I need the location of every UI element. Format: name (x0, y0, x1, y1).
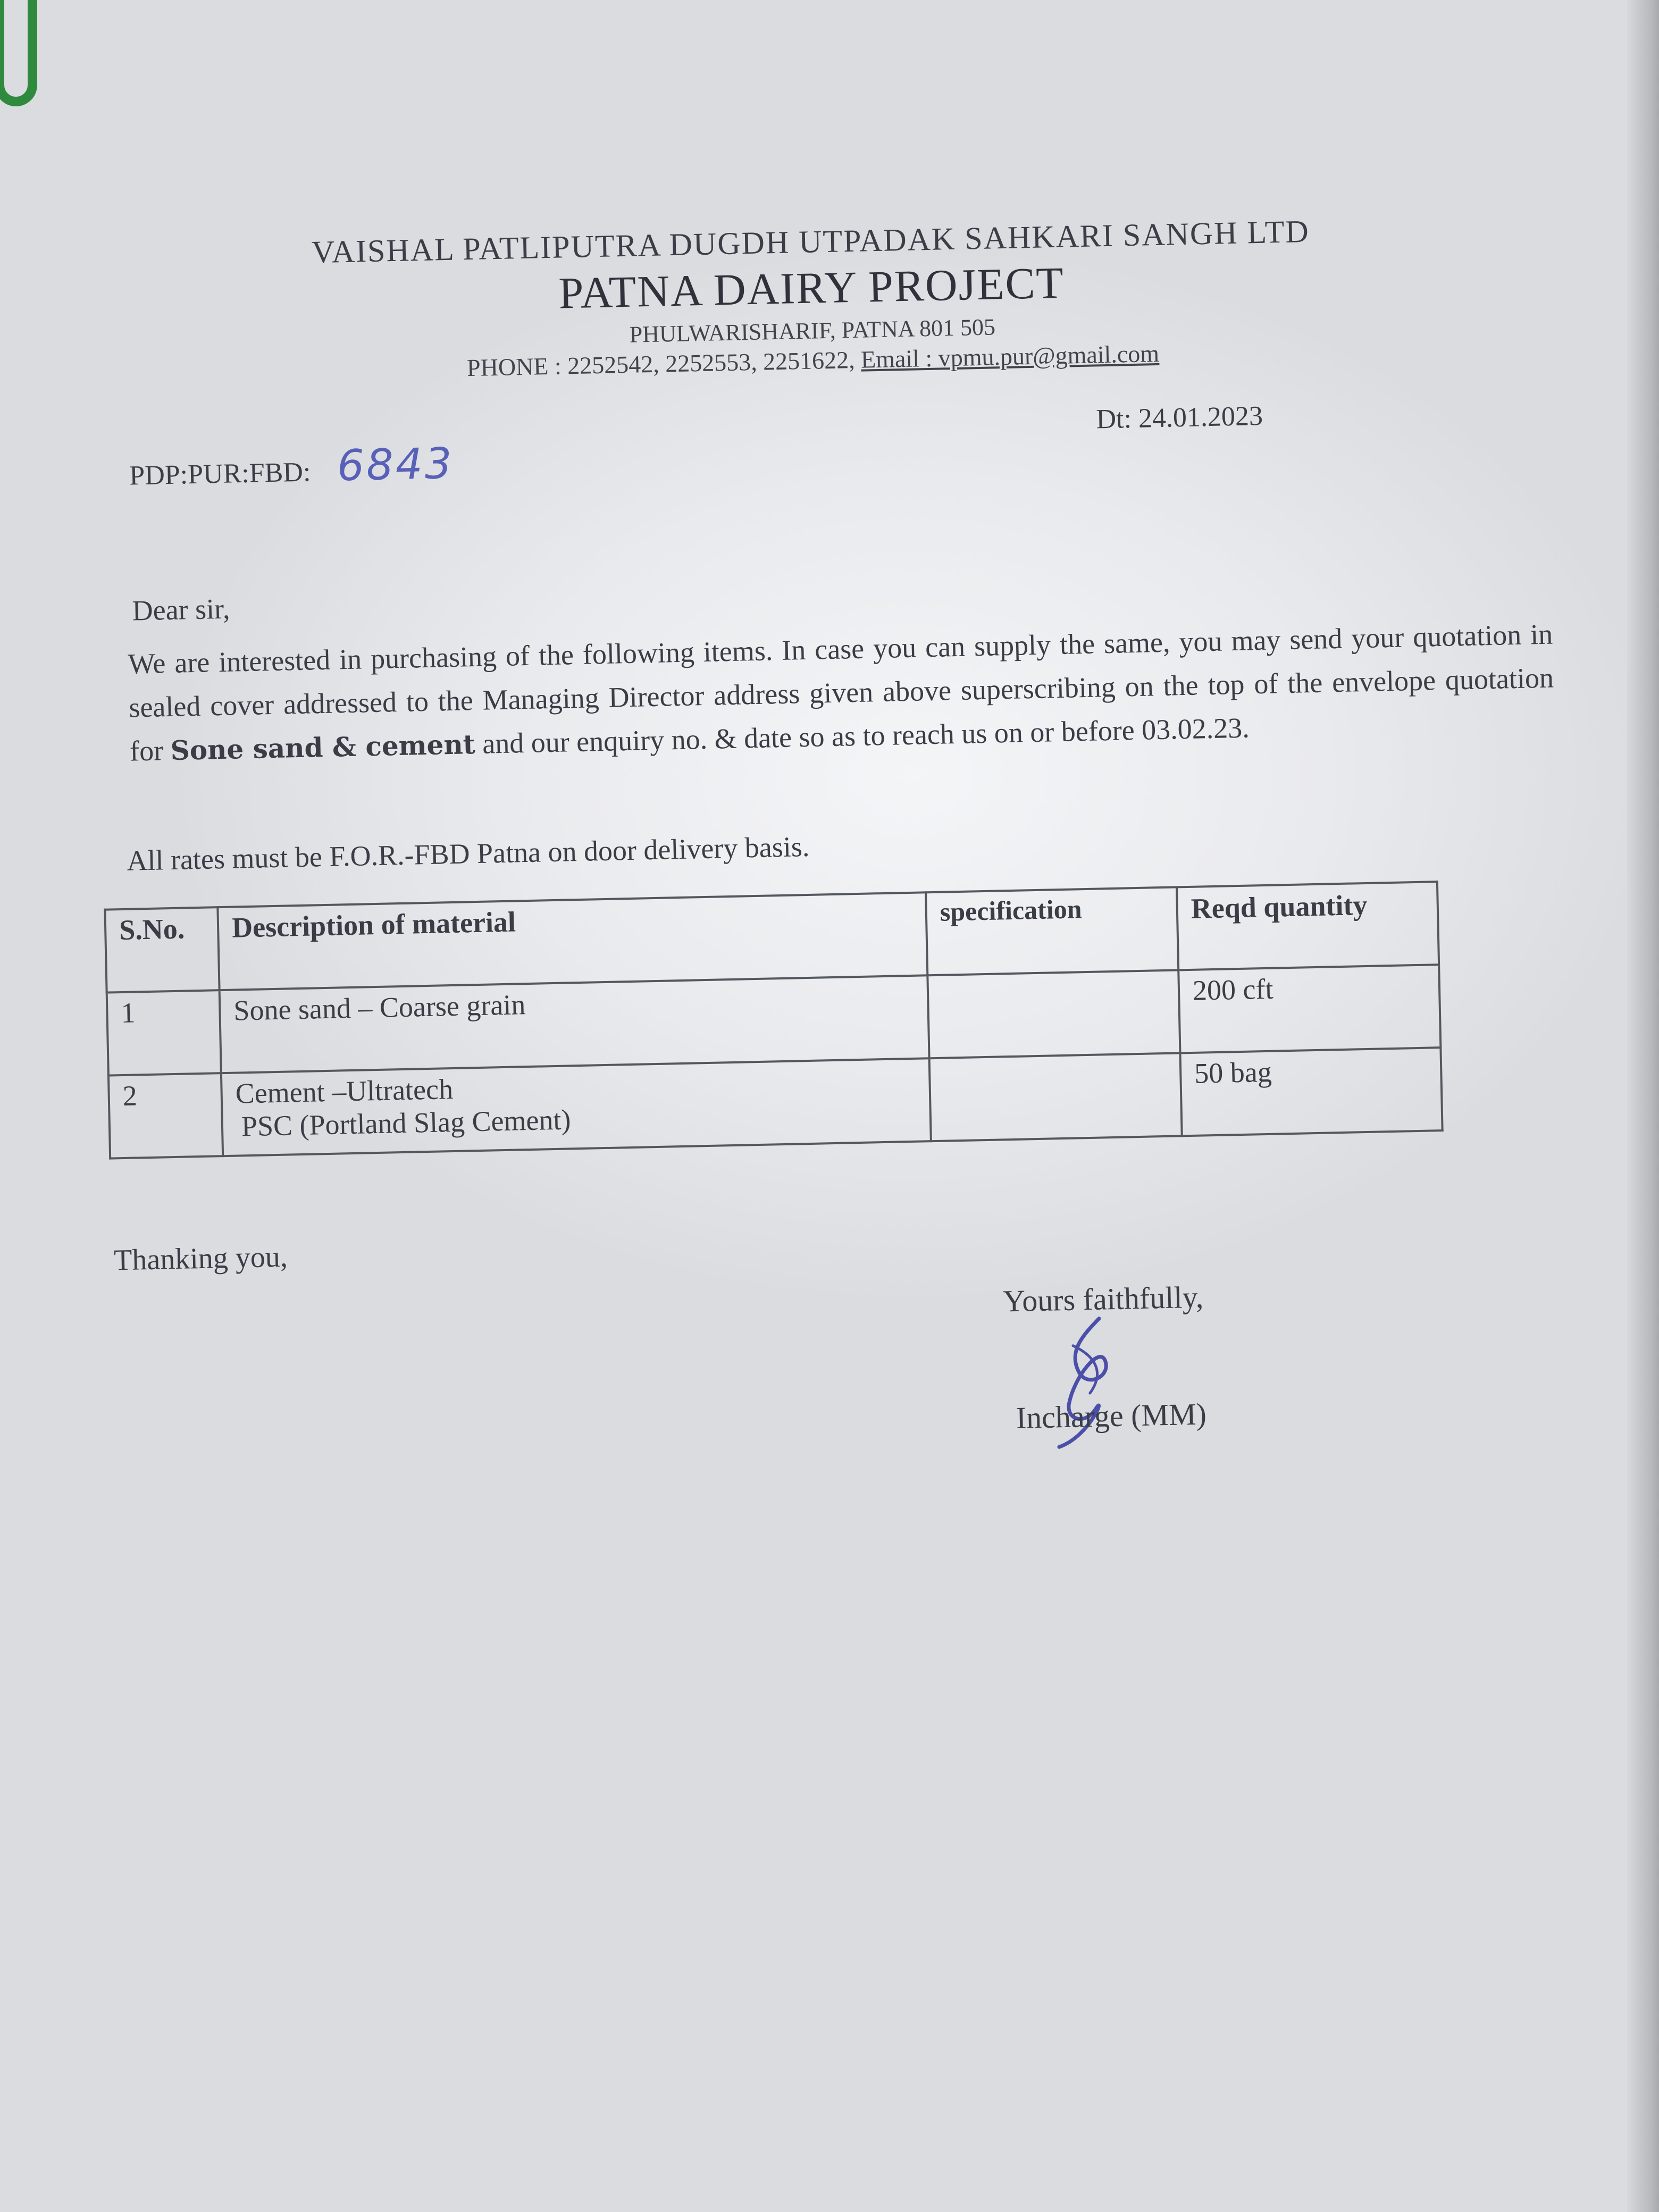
reference-label: PDP:PUR:FBD: (129, 457, 311, 491)
header-sno: S.No. (105, 907, 219, 992)
row-quantity: 50 bag (1180, 1048, 1442, 1136)
body-text-part1: We are interested in purchasing of the following items. In case you can supply the same, you may send your quotation in sealed cover addressed to the Managing Director address given above superscribing on the top of the envelope quotation for (128, 618, 1554, 767)
row-description (220, 975, 929, 1073)
row-specification (927, 970, 1180, 1058)
row-description (221, 1058, 931, 1156)
reference-line (129, 439, 454, 495)
signatory-designation: Incharge (MM) (1016, 1396, 1207, 1435)
email-link[interactable]: Email : vpmu.pur@gmail.com (860, 339, 1160, 373)
description-line1: Sone sand – Coarse grain (233, 988, 526, 1027)
materials-table (104, 881, 1443, 1159)
body-text-part2: and our enquiry no. & date so as to reach us on or before 03.02.23. (475, 711, 1250, 760)
rates-note: All rates must be F.O.R.-FBD Patna on door delivery basis. (126, 830, 810, 877)
body-text-bold: Sone sand & cement (170, 728, 476, 766)
description-line1: Cement –Ultratech (235, 1073, 454, 1110)
letter-date: Dt: 24.01.2023 (1095, 400, 1263, 435)
closing-line: Yours faithfully, (1002, 1279, 1204, 1319)
salutation: Dear sir, (132, 592, 230, 627)
row-sno: 2 (108, 1073, 223, 1158)
handwritten-reference-number: 6843 (337, 438, 455, 491)
project-name: PATNA DAIRY PROJECT (558, 258, 1065, 319)
header-description: Description of material (217, 892, 927, 990)
thanks-line: Thanking you, (113, 1240, 288, 1277)
row-specification (929, 1053, 1182, 1141)
address-line: PHULWARISHARIF, PATNA 801 505 (629, 314, 996, 348)
description-line2: PSC (Portland Slag Cement) (241, 1103, 571, 1143)
organization-name: VAISHAL PATLIPUTRA DUGDH UTPADAK SAHKARI SANGH LTD (311, 213, 1310, 270)
letterhead (257, 212, 1366, 386)
header-specification: specification (926, 887, 1178, 975)
row-quantity: 200 cft (1178, 965, 1440, 1053)
phone-numbers: PHONE : 2252542, 2252553, 2251622, (466, 346, 861, 382)
row-sno: 1 (107, 990, 221, 1075)
header-quantity: Reqd quantity (1177, 882, 1439, 970)
body-paragraph (128, 613, 1555, 774)
